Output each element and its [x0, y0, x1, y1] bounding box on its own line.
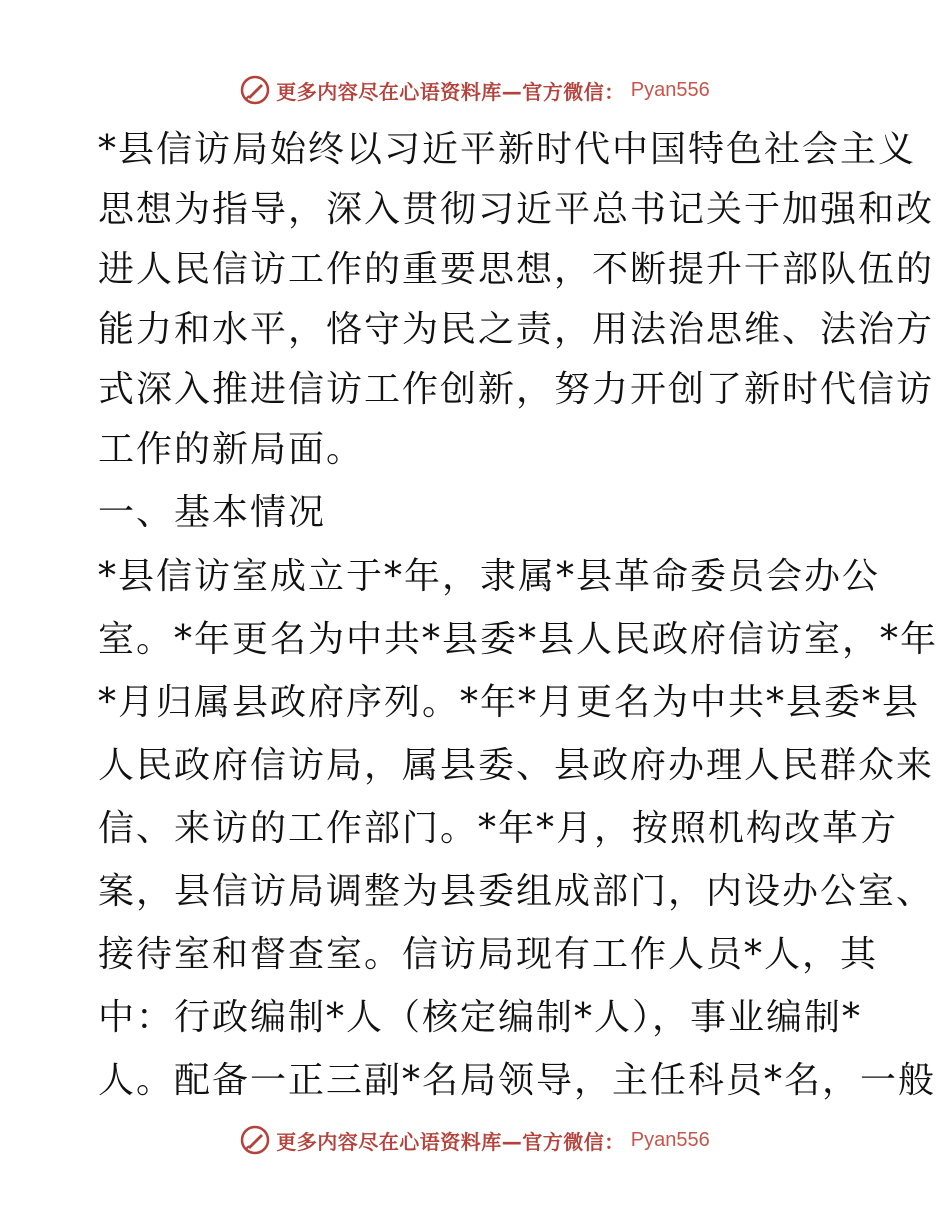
paragraph-2-line-5: 信、来访的工作部门。*年*月，按照机构改革方	[98, 808, 899, 849]
watermark-text: 更多内容尽在心语资料库—官方微信：	[276, 1129, 625, 1154]
paragraph-2-line-9: 人。配备一正三副*名局领导，主任科员*名，一般	[98, 1060, 937, 1101]
paragraph-2-line-4: 人民政府信访局，属县委、县政府办理人民群众来	[98, 745, 935, 786]
quill-logo-icon	[240, 75, 270, 105]
section-heading: 一、基本情况	[98, 492, 327, 533]
paragraph-2-line-6: 案，县信访局调整为县委组成部门，内设办公室、	[98, 871, 935, 912]
paragraph-1-line-6: 工作的新局面。	[98, 429, 365, 470]
quill-logo-icon	[240, 1125, 270, 1155]
watermark-wechat-id: Pyan556	[630, 1128, 710, 1151]
paragraph-1-line-1: *县信访局始终以习近平新时代中国特色社会主义	[98, 129, 917, 170]
paragraph-1-line-4: 能力和水平，恪守为民之责，用法治思维、法治方	[98, 309, 935, 350]
paragraph-2-line-1: *县信访室成立于*年，隶属*县革命委员会办公	[98, 556, 881, 597]
paragraph-2-line-8: 中：行政编制*人（核定编制*人），事业编制*	[98, 997, 863, 1038]
footer-watermark	[0, 1120, 950, 1160]
paragraph-2-line-3: *月归属县政府序列。*年*月更名为中共*县委*县	[98, 682, 921, 723]
watermark-wechat-id: Pyan556	[630, 78, 710, 101]
paragraph-1-line-2: 思想为指导，深入贯彻习近平总书记关于加强和改	[98, 189, 935, 230]
paragraph-2-line-2: 室。*年更名为中共*县委*县人民政府信访室，*年	[98, 619, 939, 660]
paragraph-1-line-3: 进人民信访工作的重要思想，不断提升干部队伍的	[98, 249, 935, 290]
paragraph-2-line-7: 接待室和督查室。信访局现有工作人员*人，其	[98, 934, 879, 975]
watermark-text: 更多内容尽在心语资料库—官方微信：	[276, 79, 625, 104]
paragraph-1-line-5: 式深入推进信访工作创新，努力开创了新时代信访	[98, 369, 935, 410]
header-watermark	[0, 70, 950, 110]
